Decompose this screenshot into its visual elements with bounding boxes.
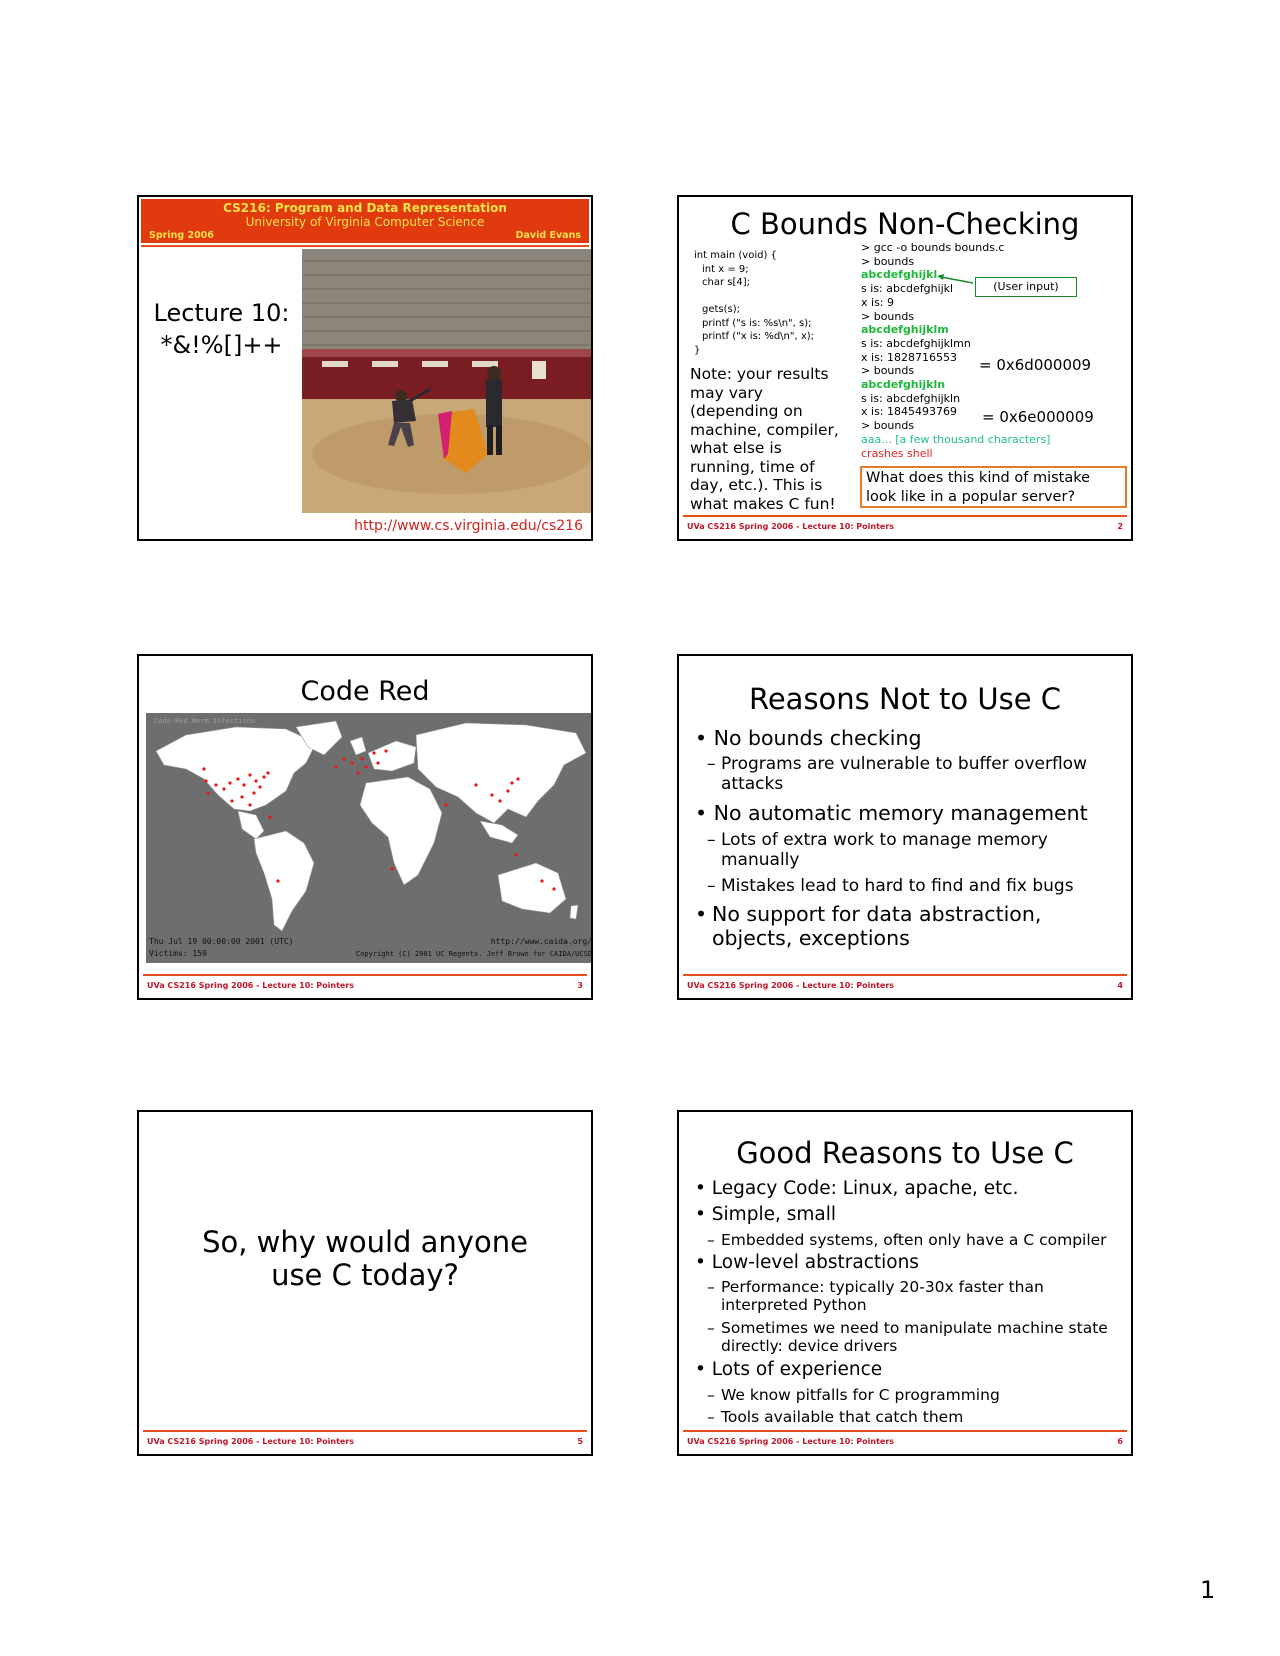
- bullet-text: Legacy Code: Linux, apache, etc.: [711, 1178, 1019, 1199]
- bullet-text: No bounds checking: [713, 726, 922, 750]
- note-line: machine, compiler,: [690, 420, 839, 439]
- terminal-line: abcdefghijklm: [861, 323, 949, 337]
- map-timestamp: Thu Jul 19 00:00:00 2001 (UTC): [149, 937, 294, 946]
- footer-title: UVa CS216 Spring 2006 - Lecture 10: Pointers: [687, 981, 895, 990]
- sub-bullet-text: Mistakes lead to hard to find and fix bugs: [721, 876, 1074, 896]
- slide-heading: [139, 1226, 591, 1292]
- code-line: printf ("s is: %s\n", s);: [702, 317, 812, 329]
- terminal-line: abcdefghijkln: [861, 378, 946, 392]
- sub-bullet-item: – Mistakes lead to hard to find and fix bugs: [707, 876, 1074, 896]
- sub-bullet-item: – Sometimes we need to manipulate machine state directly: device drivers: [707, 1319, 1108, 1355]
- sub-bullet-text: Performance: typically 20-30x faster than interpreted Python: [721, 1278, 1044, 1314]
- sub-bullet-text: Programs are vulnerable to buffer overflow attacks: [721, 754, 1087, 794]
- terminal-line: > gcc -o bounds bounds.c: [861, 241, 1005, 254]
- footer-title: UVa CS216 Spring 2006 - Lecture 10: Pointers: [687, 522, 895, 531]
- sub-bullet-item: – Programs are vulnerable to buffer overflow attacks: [707, 754, 1087, 794]
- note-line: Note: your results: [690, 365, 829, 383]
- footer-title: UVa CS216 Spring 2006 - Lecture 10: Pointers: [687, 1437, 895, 1446]
- terminal-line: crashes shell: [861, 446, 933, 460]
- terminal-line: > bounds: [861, 254, 915, 268]
- note-line: what else is: [690, 439, 782, 457]
- slide-title: Code Red: [300, 676, 430, 707]
- slide-footer: [143, 974, 587, 994]
- bullet-text: Lots of experience: [711, 1359, 883, 1380]
- code-line: int x = 9;: [702, 263, 749, 275]
- hex-value-1: = 0x6d000009: [979, 356, 1092, 374]
- terminal-line: x is: 9: [861, 295, 894, 309]
- results-note: [690, 365, 839, 513]
- footer-title: UVa CS216 Spring 2006 - Lecture 10: Pointers: [147, 981, 355, 990]
- terminal-line: s is: abcdefghijkl: [861, 282, 954, 296]
- bullet-text: No automatic memory management: [713, 801, 1088, 825]
- terminal-line: abcdefghijkl: [861, 268, 938, 282]
- sub-bullet-item: – Lots of extra work to manage memory manually: [707, 830, 1048, 870]
- map-source-url: http://www.caida.org/: [490, 937, 592, 946]
- terminal-line: x is: 1845493769: [861, 405, 957, 419]
- slide-number: 2: [1117, 522, 1123, 531]
- code-line: }: [694, 344, 701, 356]
- bullet-item: • Low-level abstractions: [695, 1252, 919, 1273]
- question-box: [860, 466, 1127, 508]
- note-line: may vary: [690, 383, 763, 402]
- code-red-infection-map: [146, 713, 593, 963]
- slide-3: [137, 654, 593, 1000]
- heading-line1: So, why would anyone: [202, 1225, 528, 1259]
- slide-number: 6: [1117, 1437, 1123, 1446]
- note-line: (depending on: [690, 402, 803, 420]
- slide-title: Reasons Not to Use C: [748, 682, 1062, 716]
- note-line: running, time of: [690, 457, 815, 476]
- terminal-line: > bounds: [861, 419, 915, 433]
- author-label: David Evans: [515, 230, 581, 241]
- bullet-item: • Simple, small: [695, 1204, 837, 1225]
- bullet-item: • No bounds checking: [695, 726, 922, 750]
- code-line: char s[4];: [702, 277, 750, 288]
- bullfight-photo: [302, 249, 591, 513]
- slide-4: [677, 654, 1133, 1000]
- code-line: gets(s);: [702, 304, 741, 315]
- slide-6: [677, 1110, 1133, 1456]
- slide-number: 3: [577, 981, 583, 990]
- user-input-callout: (User input): [975, 277, 1077, 297]
- bullet-item: • Lots of experience: [695, 1359, 883, 1380]
- term-label: Spring 2006: [149, 230, 214, 241]
- bullet-text: Simple, small: [711, 1204, 837, 1225]
- bullet-text: Low-level abstractions: [711, 1252, 919, 1273]
- slide-title: Good Reasons to Use C: [736, 1136, 1074, 1170]
- user-input-arrow: [935, 273, 975, 289]
- bullet-text: No support for data abstraction, objects, exceptions: [712, 902, 1042, 950]
- sub-bullet-text: Sometimes we need to manipulate machine state directly: device drivers: [721, 1319, 1108, 1355]
- sub-bullet-item: – We know pitfalls for C programming: [707, 1386, 1000, 1404]
- slide-5: [137, 1110, 593, 1456]
- slide-footer: [143, 1430, 587, 1450]
- sub-bullet-item: – Performance: typically 20-30x faster than interpreted Python: [707, 1278, 1044, 1314]
- bullet-item: • Legacy Code: Linux, apache, etc.: [695, 1178, 1019, 1199]
- note-line: what makes C fun!: [690, 494, 836, 513]
- sub-bullet-item: – Embedded systems, often only have a C compiler: [707, 1231, 1107, 1249]
- slide-1: [137, 195, 593, 541]
- bullet-item: • No support for data abstraction, objects, exceptions: [695, 902, 1121, 950]
- code-line: printf ("x is: %d\n", x);: [702, 331, 815, 342]
- heading-line2: use C today?: [271, 1258, 459, 1292]
- lecture-title-line2: *&!%[]++: [160, 331, 283, 359]
- code-line: [694, 290, 814, 304]
- terminal-line: > bounds: [861, 364, 915, 378]
- code-line: int main (void) {: [694, 250, 777, 261]
- footer-title: UVa CS216 Spring 2006 - Lecture 10: Pointers: [147, 1437, 355, 1446]
- slide-number: 5: [577, 1437, 583, 1446]
- terminal-line: s is: abcdefghijklmn: [861, 336, 971, 350]
- banner-underline: [141, 245, 589, 247]
- slide-number: 4: [1117, 981, 1123, 990]
- university-line: University of Virginia Computer Science: [245, 215, 485, 229]
- map-header: Code-Red Worm Infections: [154, 717, 256, 725]
- title-banner: [141, 199, 589, 243]
- hex-value-2: = 0x6e000009: [982, 408, 1094, 426]
- sub-bullet-text: Embedded systems, often only have a C compiler: [721, 1231, 1107, 1249]
- map-copyright: Copyright (C) 2001 UC Regents. Jeff Brown for CAIDA/UCSD: [355, 950, 592, 958]
- question-text: What does this kind of mistake look like in a popular server?: [866, 470, 1091, 505]
- slide-footer: [683, 1430, 1127, 1450]
- page-number: 1: [1200, 1576, 1216, 1604]
- course-title: CS216: Program and Data Representation: [223, 201, 507, 215]
- terminal-line: > bounds: [861, 309, 915, 323]
- sub-bullet-item: – Tools available that catch them: [707, 1408, 964, 1426]
- terminal-line: aaa... [a few thousand characters]: [861, 432, 1051, 446]
- lecture-title: [139, 297, 304, 361]
- map-victims: Victims: 159: [149, 949, 207, 958]
- sub-bullet-text: Lots of extra work to manage memory manually: [721, 830, 1048, 870]
- terminal-line: x is: 1828716553: [861, 350, 957, 364]
- course-url[interactable]: http://www.cs.virginia.edu/cs216: [354, 518, 583, 534]
- terminal-line: s is: abcdefghijkln: [861, 391, 961, 405]
- sub-bullet-text: We know pitfalls for C programming: [721, 1386, 1000, 1404]
- slide-footer: [683, 515, 1127, 535]
- code-block: [694, 249, 814, 357]
- bullet-item: • No automatic memory management: [695, 801, 1088, 825]
- slide-footer: [683, 974, 1127, 994]
- lecture-title-line1: Lecture 10:: [153, 299, 290, 327]
- sub-bullet-text: Tools available that catch them: [721, 1408, 964, 1426]
- slide-2: [677, 195, 1133, 541]
- slide-title: C Bounds Non-Checking: [730, 207, 1080, 241]
- note-line: day, etc.). This is: [690, 476, 823, 494]
